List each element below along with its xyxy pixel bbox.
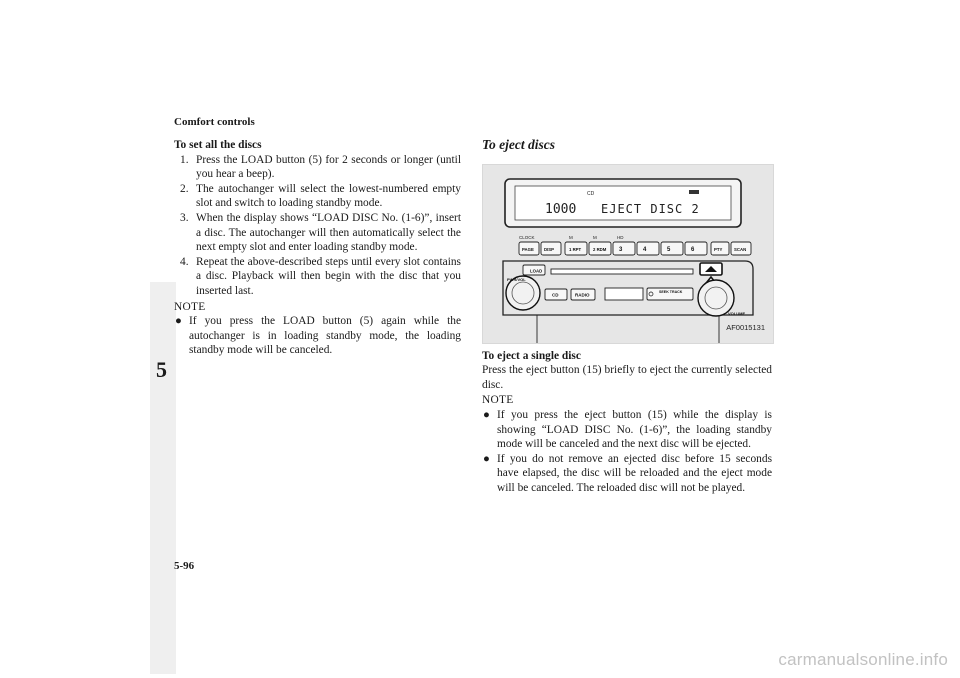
left-column <box>174 138 461 358</box>
scan-label: SCAN <box>734 246 747 252</box>
hd-label: HD <box>617 234 624 240</box>
step-number: 4. <box>180 255 189 268</box>
preset-4-label: 4 <box>643 246 647 253</box>
note-label: NOTE <box>482 394 514 407</box>
chapter-number: 5 <box>156 357 167 382</box>
display-indicator <box>689 190 699 194</box>
chapter-tab <box>150 282 176 674</box>
step-text: The autochanger will select the lowest-numbered empty slot and switch to loading standby mode. <box>196 182 461 210</box>
note-item <box>482 452 772 496</box>
display-cd-label: CD <box>587 190 595 197</box>
display-message: EJECT DISC 2 <box>601 201 700 216</box>
blank-panel <box>605 288 643 300</box>
set-discs-heading: To set all the discs <box>174 139 262 151</box>
audio-unit-illustration <box>482 164 774 344</box>
rpt-label: 1 RPT <box>569 246 582 252</box>
note-text: If you press the LOAD button (5) again while the autochanger is in loading standby mode, the loading standby mode will be canceled. <box>189 315 461 357</box>
bullet-icon: ● <box>175 315 182 328</box>
eject-single-heading: To eject a single disc <box>482 349 581 362</box>
load-label: LOAD <box>530 268 543 274</box>
cd-label: CD <box>552 292 559 298</box>
page-number: 5-96 <box>174 560 195 572</box>
note-text: If you do not remove an ejected disc before 15 seconds have elapsed, the disc will be reloaded and the eject mode will be canceled. The reloaded disc will not be played. <box>497 452 772 494</box>
seek-label: SEEK TRACK <box>659 289 683 294</box>
note-label: NOTE <box>174 300 206 313</box>
step-text: Press the LOAD button (5) for 2 seconds or longer (until you hear a beep). <box>196 153 461 181</box>
step-item <box>174 255 461 299</box>
disc-slot <box>551 269 693 274</box>
step-number: 2. <box>180 182 189 195</box>
section-title: Comfort controls <box>174 116 255 128</box>
preset-5-label: 5 <box>667 246 671 253</box>
m-label-2: M <box>593 234 597 240</box>
audio-unit-drawing <box>483 165 773 343</box>
step-number: 1. <box>180 153 189 166</box>
disp-label: DISP <box>544 246 555 252</box>
preset-5-button <box>661 242 683 255</box>
step-item <box>174 211 461 255</box>
preset-3-label: 3 <box>619 246 623 253</box>
eject-discs-heading: To eject discs <box>482 137 555 152</box>
rdm-label: 2 RDM <box>593 246 607 252</box>
pty-label: PTY <box>714 246 723 252</box>
page-label: PAGE <box>522 246 534 252</box>
eject-single-text: Press the eject button (15) briefly to eject the currently selected disc. <box>482 364 772 391</box>
clock-label: CLOCK <box>519 234 535 240</box>
note-item <box>174 314 461 358</box>
right-column <box>482 138 772 496</box>
preset-3-button <box>613 242 635 255</box>
preset-6-label: 6 <box>691 246 695 253</box>
preset-4-button <box>637 242 659 255</box>
note-item <box>482 408 772 452</box>
step-item <box>174 182 461 211</box>
bullet-icon: ● <box>483 408 490 421</box>
m-label-1: M <box>569 234 573 240</box>
step-text: When the display shows “LOAD DISC No. (1-6)”, insert a disc. The autochanger will then automatically select the next empty slot and enter loading standby mode. <box>196 211 461 254</box>
steps-list <box>174 153 461 299</box>
step-text: Repeat the above-described steps until every slot contains a disc. Playback will then begin with the disc that you inserted last. <box>196 255 461 297</box>
preset-6-button <box>685 242 707 255</box>
watermark-link[interactable]: carmanualsonline.info <box>778 650 948 669</box>
knob-left-label: PWR/VOL <box>507 276 526 282</box>
knob-right-label: VOLUME <box>728 310 746 316</box>
figure-code: AF0015131 <box>726 323 765 332</box>
step-number: 3. <box>180 211 189 224</box>
bullet-icon: ● <box>483 452 490 465</box>
step-item <box>174 153 461 182</box>
note-text: If you press the eject button (15) while the display is showing “LOAD DISC No. (1-6)”, the loading standby mode will be canceled and the next disc will be ejected. <box>497 408 772 451</box>
radio-label: RADIO <box>575 292 590 298</box>
display-time: 1000 <box>545 201 577 217</box>
